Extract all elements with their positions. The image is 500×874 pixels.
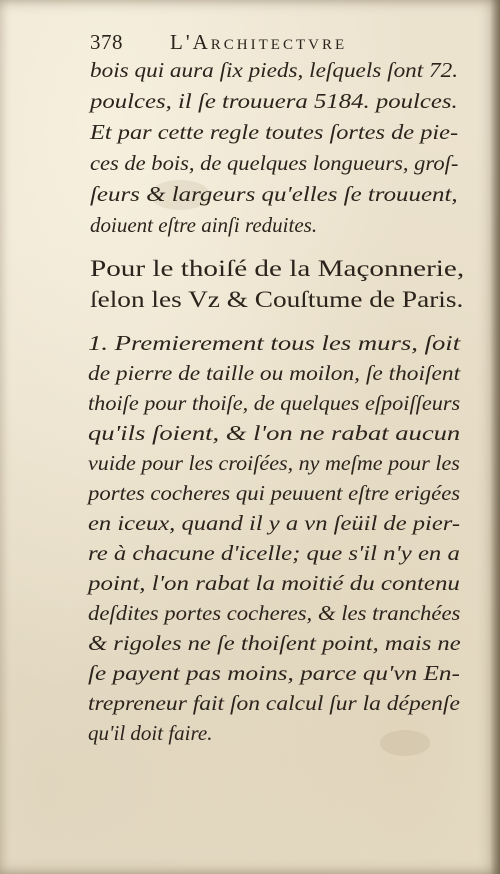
- section-heading-line: ſelon les Vz & Couſtume de Paris.: [90, 287, 464, 312]
- block-two-line: en iceux, quand il y a vn ſeüil de pier-: [88, 511, 461, 535]
- block-two-line: 1. Premierement tous les murs, ſoit: [88, 331, 461, 355]
- block-two-line: qu'ils ſoient, & l'on ne rabat aucun: [88, 421, 461, 445]
- page-number: 378: [90, 30, 123, 54]
- paper-stain: [380, 730, 430, 756]
- block-two-line: qu'il doit faire.: [88, 721, 213, 745]
- block-one-line: doiuent eſtre ainſi reduites.: [90, 213, 318, 237]
- block-two-line: ſe payent pas moins, parce qu'vn En-: [88, 661, 460, 685]
- block-two-line: point, l'on rabat la moitié du contenu: [88, 571, 460, 595]
- block-one-line: poulces, il ſe trouuera 5184. poulces.: [90, 89, 458, 113]
- page-edge-shadow: [490, 0, 500, 874]
- block-one-line: ces de bois, de quelques longueurs, groſ-: [90, 151, 459, 175]
- block-two-line: portes cocheres qui peuuent eſtre erigées: [88, 481, 461, 505]
- block-one-line: bois qui aura ſix pieds, leſquels ſont 72.: [90, 58, 459, 82]
- block-one-line: ſeurs & largeurs qu'elles ſe trouuent,: [90, 182, 458, 206]
- section-heading-line: Pour le thoiſé de la Maçonnerie,: [90, 256, 465, 281]
- block-two-line: trepreneur fait ſon calcul ſur la dépenſe: [88, 691, 460, 715]
- page-header: [90, 30, 470, 60]
- block-two-line: thoiſe pour thoiſe, de quelques eſpoiſſeurs: [88, 391, 461, 415]
- block-one-line: Et par cette regle toutes ſortes de pie-: [90, 120, 459, 144]
- block-two-line: re à chacune d'icelle; que s'il n'y en a: [88, 541, 460, 565]
- block-two-line: de pierre de taille ou moilon, ſe thoiſent: [88, 361, 461, 385]
- block-two-line: & rigoles ne ſe thoiſent point, mais ne: [88, 631, 461, 655]
- running-title: L'Architectvre: [170, 30, 348, 54]
- block-two-line: deſdites portes cocheres, & les tranchées: [88, 601, 461, 625]
- block-two-line: vuide pour les croiſées, ny meſme pour les: [88, 451, 460, 475]
